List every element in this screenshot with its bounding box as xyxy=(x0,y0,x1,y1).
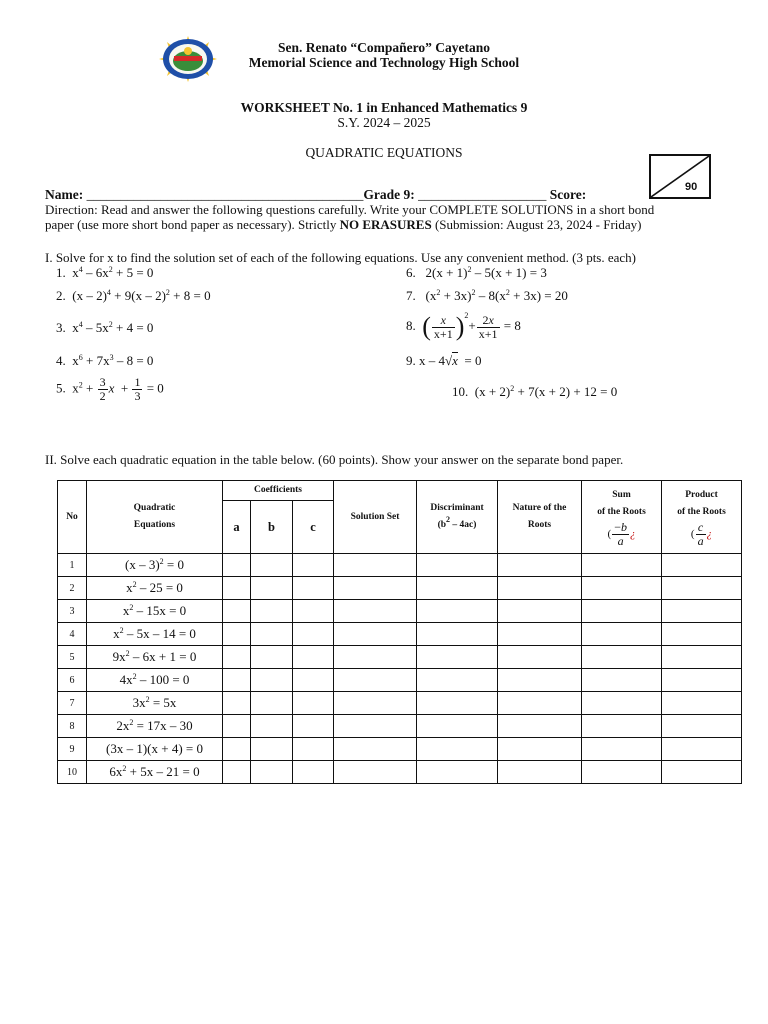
direction-line2: paper (use more short bond paper as necessary). Strictly NO ERASURES (Submission: August 23, 2024 - Friday) xyxy=(45,217,642,232)
part1-instruction: I. Solve for x to find the solution set of each of the following equations. Use any convenient method. (3 pts. each) xyxy=(45,250,636,265)
header-product-of-roots: Product of the Roots ( $\frac{c}{a}$ ¿ xyxy=(662,481,742,554)
grade-label: Grade 9: xyxy=(363,187,415,202)
header-quadratic-equations: Quadratic Equations xyxy=(87,481,223,554)
sqrt-symbol: √ xyxy=(445,353,453,368)
problem-1: 1. $x^4 - 6x^2 + 5 = 0$ xyxy=(56,265,154,280)
equation-cell: $6x^2 + 5x - 21 = 0$ xyxy=(87,761,223,784)
school-name-line1: Sen. Renato “Compañero” Cayetano xyxy=(278,40,490,55)
header-discriminant: Discriminant $(b^2 - 4ac)$ xyxy=(417,481,498,554)
topic-title: QUADRATIC EQUATIONS xyxy=(305,145,463,160)
name-field[interactable]: _________________________________________ xyxy=(86,187,364,202)
school-name-line2: Memorial Science and Technology High School xyxy=(248,55,520,70)
problem-5: 5. $x^2$ + $\frac{3}{2}$ x + $\frac{1}{3}$ = 0 xyxy=(56,375,164,403)
equation-cell: $x^2 - 5x - 14 = 0$ xyxy=(87,623,223,646)
equation-cell: $x^2 - 25 = 0$ xyxy=(87,577,223,600)
table-row: 9 (3x – 1)(x + 4) = 0 xyxy=(58,738,742,761)
table-row: 3 $x^2 - 15x = 0$ xyxy=(58,600,742,623)
fraction-1-over-3: $\frac{1}{3}$ xyxy=(134,375,141,403)
school-year: S.Y. 2024 – 2025 xyxy=(337,115,431,130)
score-label: Score: xyxy=(549,187,587,202)
problem-2: 2. (x – 2)$^4$ + 9(x – 2)$^2$ + 8 = 0 xyxy=(56,288,211,303)
table-row: 5 $9x^2 - 6x + 1 = 0$ xyxy=(58,646,742,669)
table-row: 8 $2x^2 = 17x - 30$ xyxy=(58,715,742,738)
problem-4: 4. $x^6 + 7x^3 - 8 = 0$ xyxy=(56,353,154,368)
equation-cell: $x^2 - 15x = 0$ xyxy=(87,600,223,623)
score-diagonal xyxy=(651,156,709,197)
header-c: c xyxy=(293,501,334,554)
header-solution-set: Solution Set xyxy=(334,481,417,554)
name-label: Name: xyxy=(45,187,84,202)
equation-cell: $3x^2 = 5x$ xyxy=(87,692,223,715)
problem-10: 10. $(x + 2)^2 + 7(x + 2) + 12 = 0$ xyxy=(452,384,618,399)
table-row: 6 $4x^2 - 100 = 0$ xyxy=(58,669,742,692)
equation-cell: $4x^2 - 100 = 0$ xyxy=(87,669,223,692)
student-info-line xyxy=(45,187,586,203)
direction-line1: Direction: Read and answer the following questions carefully. Write your COMPLETE SOLUTIONS in a short bond xyxy=(45,202,655,217)
table-row: 1 (x – 3)$^2$ = 0 xyxy=(58,554,742,577)
problem-7: 7. $(x^2 + 3x)^2 - 8(x^2 + 3x) = 20$ xyxy=(406,288,568,303)
table-row: 4 $x^2 - 5x - 14 = 0$ xyxy=(58,623,742,646)
score-box xyxy=(649,154,711,199)
header-a: a xyxy=(223,501,251,554)
header-nature-of-roots: Nature of the Roots xyxy=(498,481,582,554)
no-erasures: NO ERASURES xyxy=(339,217,432,232)
equation-cell: $2x^2 = 17x - 30$ xyxy=(87,715,223,738)
problem-3: 3. $x^4 - 5x^2 + 4 = 0$ xyxy=(56,320,154,335)
grade-field[interactable]: ___________________ xyxy=(418,187,547,202)
equation-cell: $9x^2 - 6x + 1 = 0$ xyxy=(87,646,223,669)
table-row: 7 $3x^2 = 5x$ xyxy=(58,692,742,715)
header-coefficients: Coefficients xyxy=(223,481,334,501)
table-row: 10 $6x^2 + 5x - 21 = 0$ xyxy=(58,761,742,784)
worksheet-title: WORKSHEET No. 1 in Enhanced Mathematics 9 xyxy=(240,100,528,115)
table-row: 2 $x^2 - 25 = 0$ xyxy=(58,577,742,600)
equation-cell: (x – 3)$^2$ = 0 xyxy=(87,554,223,577)
problem-9: 9. x – 4√x = 0 xyxy=(406,353,482,368)
score-total: 90 xyxy=(685,181,698,193)
problem-8: 8. ( $\frac{x}{x+1}$ )$^2$+ $\frac{2x}{x+1}$ = 8 xyxy=(406,310,521,341)
fraction-3-over-2: $\frac{3}{2}$ xyxy=(99,375,106,403)
header-sum-of-roots: Sum of the Roots ( $\frac{-b}{a}$ ¿ xyxy=(582,481,662,554)
equation-cell: (3x – 1)(x + 4) = 0 xyxy=(87,738,223,761)
header-b: b xyxy=(251,501,293,554)
header-no: No xyxy=(58,481,87,554)
problem-6: 6. $2(x + 1)^2 - 5(x + 1) = 3$ xyxy=(406,265,547,280)
quadratic-table xyxy=(57,480,742,784)
part2-instruction: II. Solve each quadratic equation in the table below. (60 points). Show your answer on the separate bond paper. xyxy=(45,452,624,467)
